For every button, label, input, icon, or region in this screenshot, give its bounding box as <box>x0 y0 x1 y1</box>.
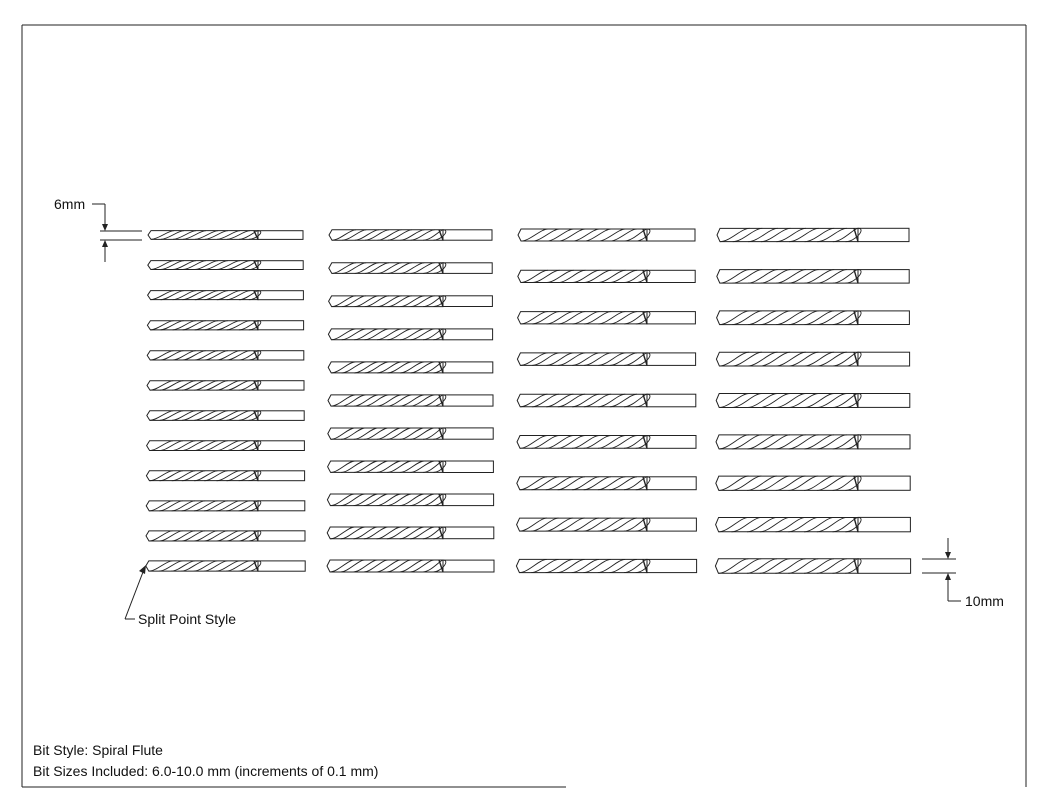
drill-bit-6.8mm <box>146 471 304 481</box>
bit-shank <box>858 476 910 490</box>
bit-flute-outline <box>327 494 443 506</box>
bit-flute-outline <box>146 561 258 571</box>
drill-bit-7.5mm <box>328 329 492 340</box>
bit-flute-outline <box>148 291 258 300</box>
drill-bit-9.4mm <box>717 311 910 325</box>
bit-shank <box>647 477 696 490</box>
bit-spiral-flute <box>330 527 446 539</box>
bit-flute-outline <box>329 230 443 240</box>
bit-shank <box>258 351 304 360</box>
bit-flute-outline <box>329 263 443 274</box>
bit-flute-outline <box>328 428 443 439</box>
bit-shank <box>258 381 304 390</box>
bit-flute-outline <box>328 362 443 373</box>
drill-bit-7.6mm <box>328 362 493 373</box>
bit-spiral-flute <box>331 461 446 472</box>
bit-flute-outline <box>147 351 258 360</box>
bit-shank <box>858 352 910 366</box>
drill-bit-7.2mm <box>329 230 492 240</box>
bit-shank <box>258 231 303 240</box>
bit-flute-runout <box>854 311 858 325</box>
bit-flute-outline <box>717 228 858 241</box>
drill-bit-8.2mm <box>327 560 494 572</box>
bit-flute-outline <box>147 441 258 451</box>
bit-shank <box>258 291 303 300</box>
drill-bit-8.1mm <box>327 527 494 539</box>
bit-spiral-flute <box>520 518 650 531</box>
drill-bit-6.3mm <box>147 321 303 330</box>
bit-spiral-flute <box>330 494 445 506</box>
bit-spiral-flute <box>719 435 861 449</box>
drill-bit-6.1mm <box>148 261 303 270</box>
drill-bit-9.1mm <box>516 559 696 572</box>
bit-shank <box>443 461 493 473</box>
bit-spiral-flute <box>330 560 446 572</box>
bit-spiral-flute <box>521 312 650 324</box>
bit-spiral-flute <box>519 559 650 572</box>
bit-spiral-flute <box>719 517 861 531</box>
bit-flute-outline <box>327 560 443 572</box>
drill-bit-6.5mm <box>147 381 304 391</box>
bit-flute-runout <box>643 559 647 572</box>
drill-bit-6.6mm <box>147 411 304 421</box>
bit-spiral-flute <box>720 270 861 284</box>
drill-bit-9.5mm <box>716 352 909 366</box>
bit-flute-outline <box>327 527 443 539</box>
bit-shank <box>858 559 911 574</box>
bit-spiral-flute <box>520 436 650 449</box>
drill-bit-8.0mm <box>327 494 493 506</box>
bit-flute-outline <box>717 270 858 283</box>
drill-bit-9.0mm <box>517 518 697 531</box>
bit-spiral-flute <box>521 229 650 241</box>
bit-flute-outline <box>517 394 647 407</box>
bit-flute-outline <box>716 435 858 449</box>
bit-flute-outline <box>716 517 858 531</box>
bit-spiral-flute <box>332 296 446 307</box>
bit-flute-outline <box>518 312 647 324</box>
drill-bit-7.9mm <box>328 461 494 473</box>
bit-spiral-flute <box>331 329 445 340</box>
bit-shank <box>647 229 695 241</box>
bit-flute-outline <box>517 435 647 448</box>
bit-flute-outline <box>147 381 258 390</box>
bit-flute-outline <box>717 311 858 325</box>
bit-shank <box>443 296 492 307</box>
drill-bit-9.2mm <box>717 228 909 241</box>
bit-shank <box>647 518 696 531</box>
bit-spiral-flute <box>150 411 261 421</box>
bit-spiral-flute <box>150 351 261 360</box>
bit-flute-outline <box>146 471 258 481</box>
bit-flute-runout <box>643 394 647 407</box>
bit-shank <box>858 311 909 325</box>
bit-shank <box>647 312 695 324</box>
drill-bit-6.4mm <box>147 351 304 360</box>
bit-spiral-flute <box>150 321 260 330</box>
bit-spiral-flute <box>151 261 261 270</box>
bit-spiral-flute <box>520 477 650 490</box>
bit-flute-outline <box>518 270 647 282</box>
bit-shank <box>647 394 696 407</box>
bit-shank <box>443 494 494 506</box>
bit-spiral-flute <box>149 471 260 481</box>
bit-flute-runout <box>643 312 647 324</box>
bit-flute-outline <box>518 229 647 241</box>
bit-shank <box>647 353 696 366</box>
bit-shank <box>647 559 697 572</box>
drill-bit-8.7mm <box>517 394 696 407</box>
bit-flute-runout <box>854 476 858 490</box>
bit-spiral-flute <box>719 476 861 490</box>
bit-shank <box>443 527 494 539</box>
bit-flute-outline <box>329 296 443 307</box>
bit-spiral-flute <box>720 228 861 241</box>
bit-spiral-flute <box>151 291 261 300</box>
bit-flute-outline <box>517 477 647 490</box>
drill-bit-8.9mm <box>517 477 696 490</box>
bit-shank <box>443 230 492 240</box>
bit-flute-outline <box>147 411 258 421</box>
drill-bit-9.6mm <box>716 394 910 408</box>
bit-flute-outline <box>148 261 258 270</box>
bit-spiral-flute <box>149 501 261 511</box>
drill-bit-6.0mm <box>148 231 303 240</box>
bit-spiral-flute <box>719 394 861 408</box>
bit-flute-outline <box>716 476 858 490</box>
bit-spiral-flute <box>720 311 861 325</box>
bit-shank <box>258 561 305 571</box>
bit-spiral-flute <box>149 561 261 571</box>
bit-spiral-flute <box>150 441 261 451</box>
dimension-10mm <box>922 538 961 601</box>
bit-flute-runout <box>643 477 647 490</box>
bit-flute-outline <box>328 395 443 406</box>
bit-shank <box>258 471 305 481</box>
bit-shank <box>443 362 493 373</box>
bit-flute-outline <box>517 353 647 365</box>
bit-spiral-flute <box>331 362 446 373</box>
bit-shank <box>258 501 305 511</box>
dimension-6mm <box>92 204 142 262</box>
drill-bit-8.5mm <box>518 312 696 324</box>
split-point-callout: Split Point Style <box>138 611 237 627</box>
bit-shank <box>647 436 696 449</box>
bit-spiral-flute <box>151 231 261 240</box>
bit-spiral-flute <box>331 395 446 406</box>
bit-shank <box>858 394 910 408</box>
bit-shank <box>858 228 909 241</box>
drill-bit-8.3mm <box>518 229 695 241</box>
bit-flute-outline <box>517 518 647 531</box>
bit-flute-runout <box>854 352 858 366</box>
bit-flute-outline <box>716 352 858 366</box>
bit-flute-runout <box>643 436 647 449</box>
bit-flute-runout <box>854 435 858 449</box>
bit-spiral-flute <box>520 394 650 407</box>
bit-flute-outline <box>148 231 258 240</box>
drill-bit-10.0mm <box>715 559 910 574</box>
drill-bit-7.8mm <box>328 428 493 439</box>
bit-flute-outline <box>716 394 858 408</box>
bit-spiral-flute <box>149 531 261 541</box>
bit-flute-runout <box>643 270 647 282</box>
bit-flute-outline <box>147 321 258 330</box>
drill-bit-7.7mm <box>328 395 493 406</box>
drill-bit-9.9mm <box>716 517 911 531</box>
bit-shank <box>258 441 304 451</box>
bit-spiral-flute <box>719 352 861 366</box>
bit-flute-outline <box>146 531 258 541</box>
bit-sizes-note: Bit Sizes Included: 6.0-10.0 mm (increments of 0.1 mm) <box>33 763 379 779</box>
dimension-label-6mm: 6mm <box>54 196 86 212</box>
bit-flute-runout <box>643 518 647 531</box>
drill-bit-9.7mm <box>716 435 910 449</box>
bit-shank <box>443 329 493 340</box>
drill-bit-grid <box>146 228 911 573</box>
bit-spiral-flute <box>332 230 446 240</box>
bit-shank <box>858 435 910 449</box>
bit-shank <box>858 517 910 531</box>
drill-bit-9.8mm <box>716 476 910 490</box>
bit-flute-runout <box>854 517 858 531</box>
drill-bit-8.6mm <box>517 353 695 366</box>
bit-shank <box>443 560 494 572</box>
bit-shank <box>258 321 304 330</box>
drill-bit-8.8mm <box>517 435 696 448</box>
bit-shank <box>258 411 304 421</box>
bit-style-note: Bit Style: Spiral Flute <box>33 742 163 758</box>
bit-spiral-flute <box>331 428 446 439</box>
bit-shank <box>443 428 493 439</box>
bit-spiral-flute <box>521 270 650 282</box>
dimension-label-10mm: 10mm <box>965 593 1004 609</box>
bit-shank <box>858 270 909 284</box>
bit-flute-runout <box>643 353 647 366</box>
bit-flute-runout <box>854 270 858 284</box>
bit-flute-runout <box>854 394 858 408</box>
drill-bit-6.2mm <box>148 291 304 300</box>
bit-shank <box>258 531 305 541</box>
drill-bit-8.4mm <box>518 270 695 282</box>
bit-spiral-flute <box>150 381 261 391</box>
bit-flute-outline <box>146 501 258 511</box>
drill-bit-7.0mm <box>146 531 305 541</box>
bit-shank <box>443 263 492 274</box>
drill-bit-6.7mm <box>147 441 305 451</box>
drill-bit-7.3mm <box>329 263 492 274</box>
bit-spiral-flute <box>520 353 650 366</box>
bit-spiral-flute <box>332 263 446 274</box>
bit-shank <box>647 270 695 282</box>
bit-flute-outline <box>516 559 647 572</box>
bit-flute-outline <box>328 461 443 472</box>
drill-bit-7.4mm <box>329 296 493 307</box>
bit-flute-runout <box>854 228 858 241</box>
bit-flute-outline <box>715 559 858 574</box>
drill-bit-6.9mm <box>146 501 305 511</box>
bit-shank <box>443 395 493 406</box>
bit-spiral-flute <box>718 559 861 574</box>
drill-bit-9.3mm <box>717 270 909 284</box>
bit-shank <box>258 261 303 270</box>
bit-flute-outline <box>328 329 443 340</box>
bit-flute-runout <box>854 559 858 574</box>
drill-bit-7.1mm <box>146 561 305 571</box>
